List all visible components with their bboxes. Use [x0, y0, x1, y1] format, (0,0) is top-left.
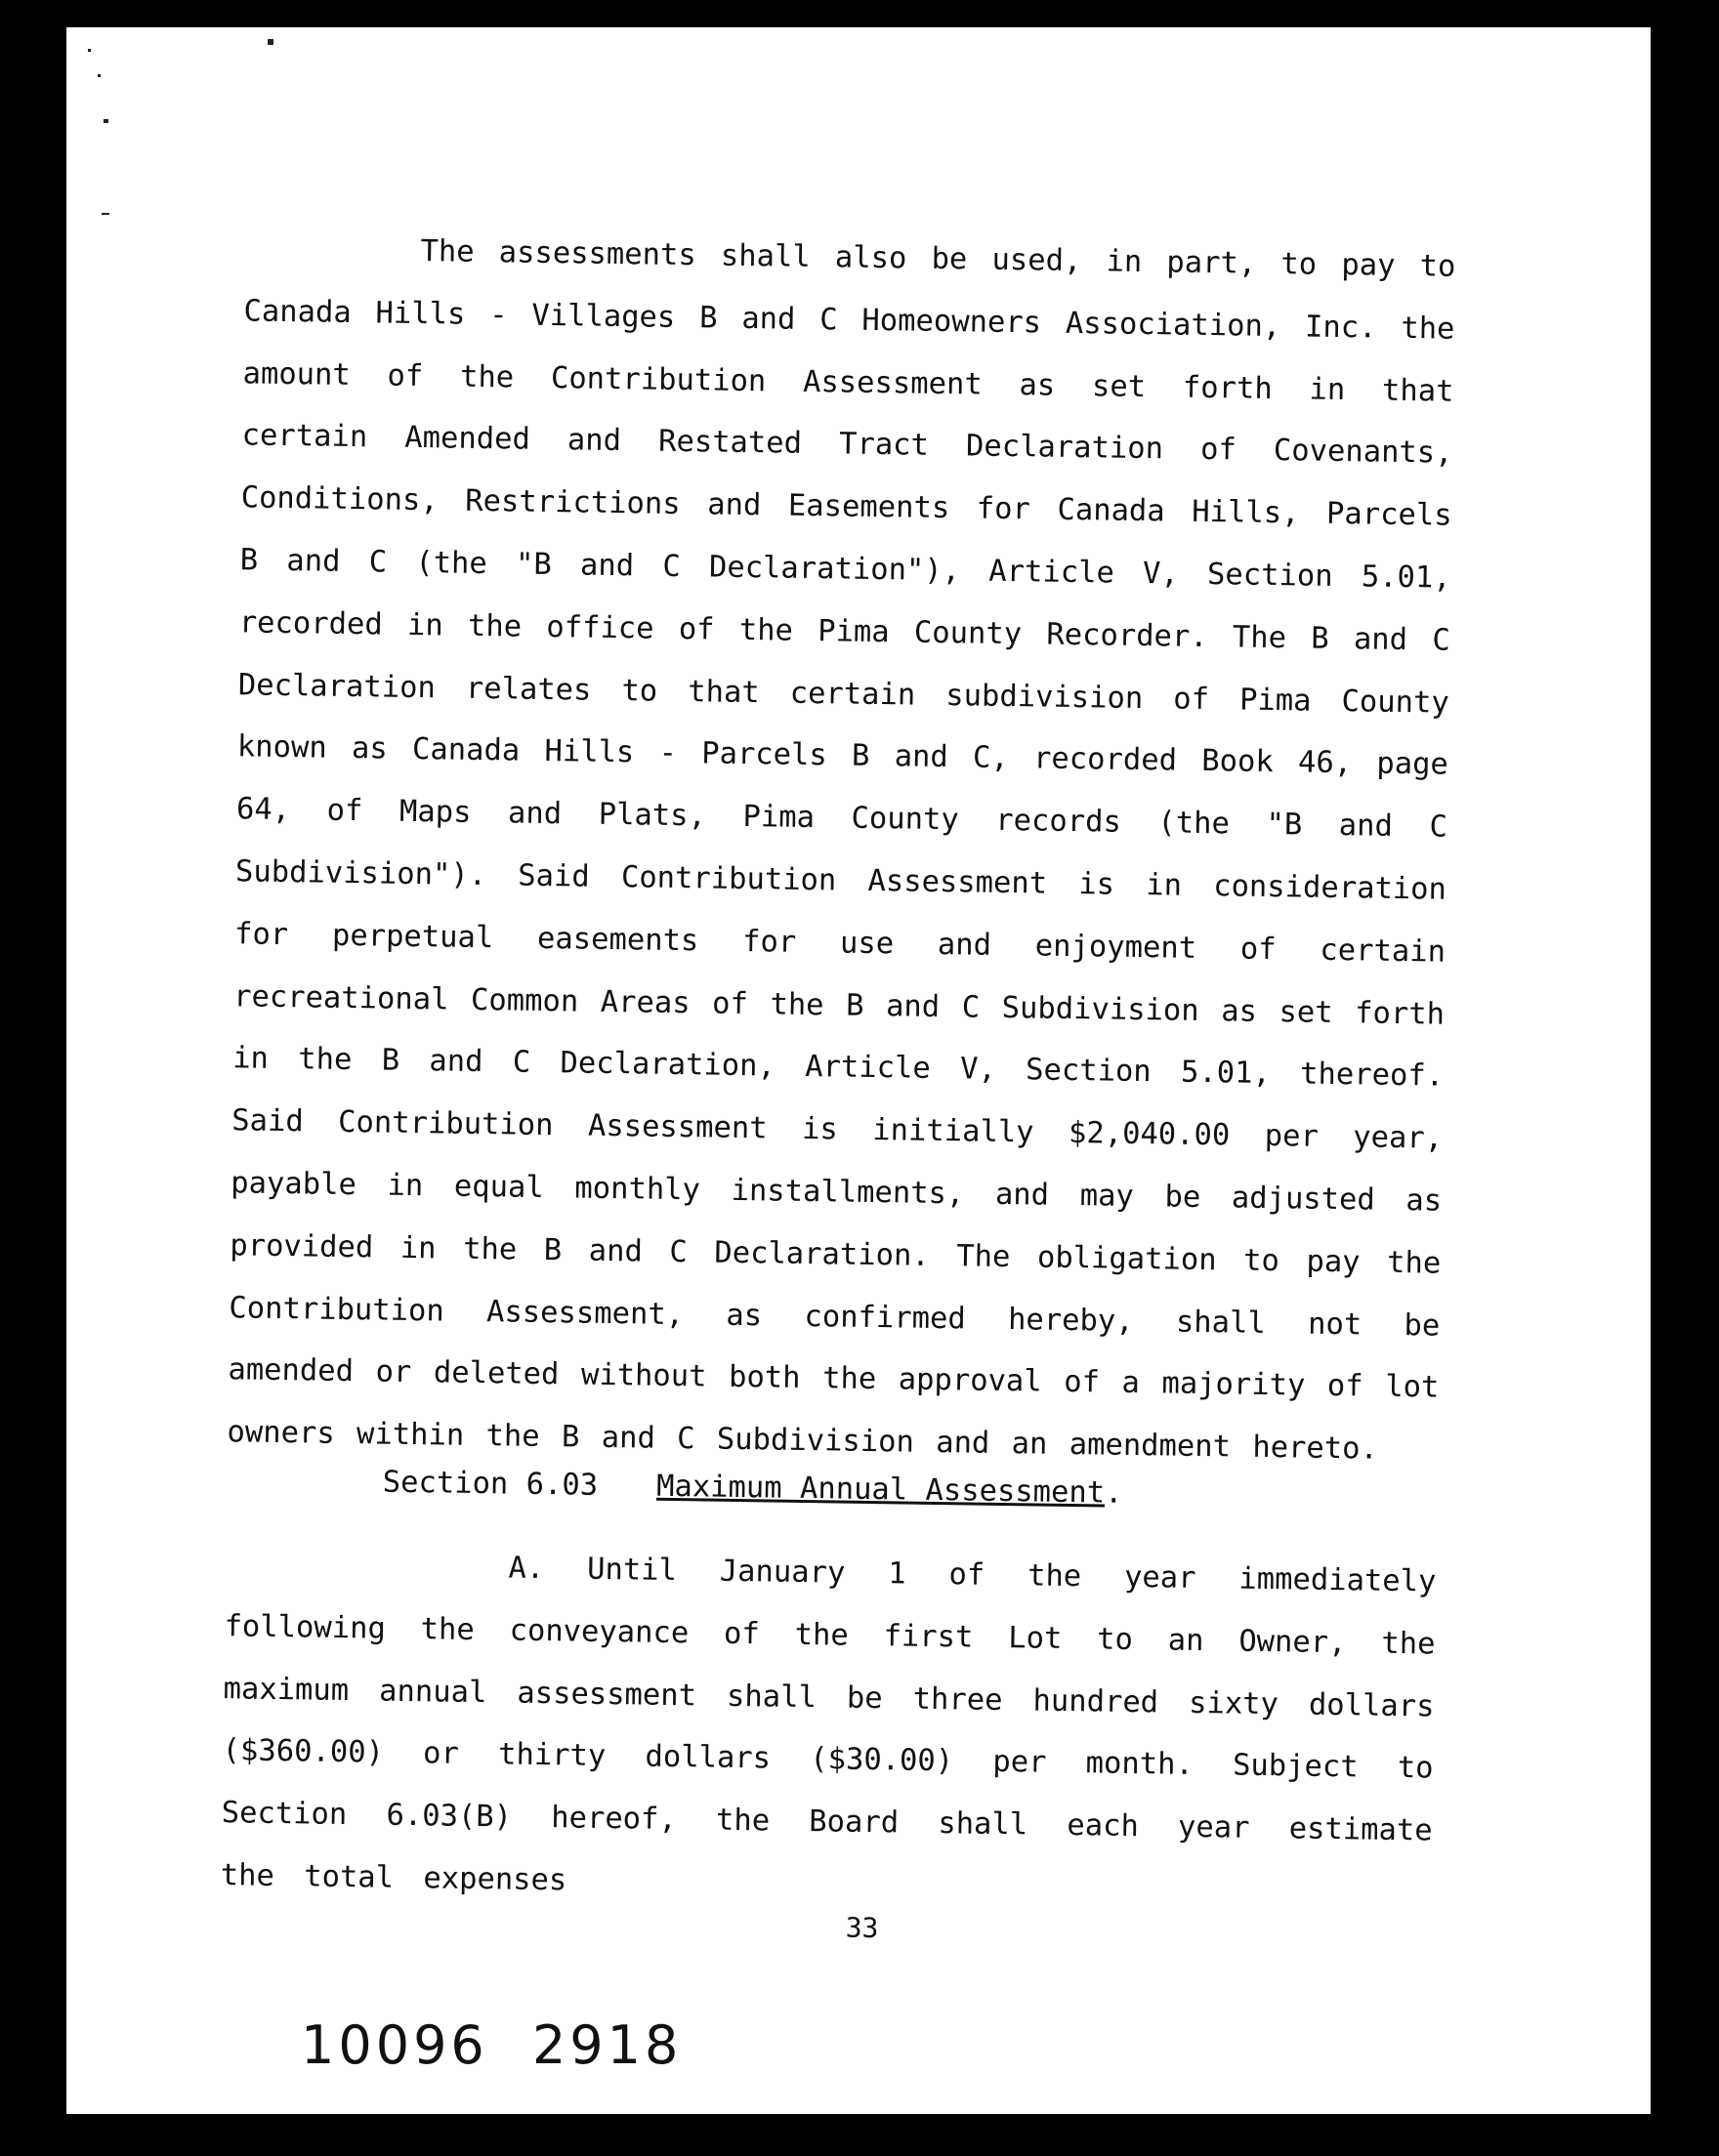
maximum-assessment-paragraph: A. Until January 1 of the year immediately following the conveyance of the first Lot to an Owner, the maximum annual assessment shall be three hundred sixty dollars ($360.00) or thirty dollars ($30.00) per month. Subject to Section 6.03(B) hereof, the Board shall each year estimate the total expenses	[220, 1551, 1437, 1898]
contribution-assessment-paragraph: The assessments shall also be used, in part, to pay to Canada Hills - Villages B and C Homeowners Association, Inc. the amount of the Contribution Assessment as set forth in that certain Amended and Restated Tract Declaration of Covenants, Conditions, Restrictions and Easements for Canada Hills, Parcels B and C (the "B and C Declaration"), Article V, Section 5.01, recorded in the office of the Pima County Recorder. The B and C Declaration relates to that certain subdivision of Pima County known as Canada Hills - Parcels B and C, recorded Book 46, page 64, of Maps and Plats, Pima County records (the "B and C Subdivision"). Said Contribution Assessment is in consideration for perpetual easements for use and enjoyment of certain recreational Common Areas of the B and C Subdivision as set forth in the B and C Declaration, Article V, Section 5.01, thereof. Said Contribution Assessment is initially $2,040.00 per year, payable in equal monthly installments, and may be adjusted as provided in the B and C Declaration. The obligation to pay the Contribution Assessment, as confirmed hereby, shall not be amended or deleted without both the approval of a majority of lot owners within the B and C Subdivision and an amendment hereto.	[227, 234, 1456, 1467]
scan-speck	[104, 119, 108, 123]
page-number: 33	[845, 1911, 879, 1945]
scan-speck	[268, 39, 273, 45]
scan-edge-right	[1651, 0, 1719, 2156]
document-page	[66, 27, 1683, 2127]
section-title: Maximum Annual Assessment	[655, 1469, 1106, 1511]
scan-edge-top	[0, 0, 1719, 27]
scan-speck	[98, 74, 101, 77]
section-number: Section 6.03	[382, 1465, 599, 1503]
page-content	[51, 16, 1698, 2138]
section-title-period: .	[1104, 1475, 1123, 1511]
document-code: 10096 2918	[301, 2014, 683, 2076]
scan-edge-bottom	[0, 2114, 1719, 2156]
scan-speck	[102, 213, 109, 215]
scan-speck	[88, 49, 91, 52]
